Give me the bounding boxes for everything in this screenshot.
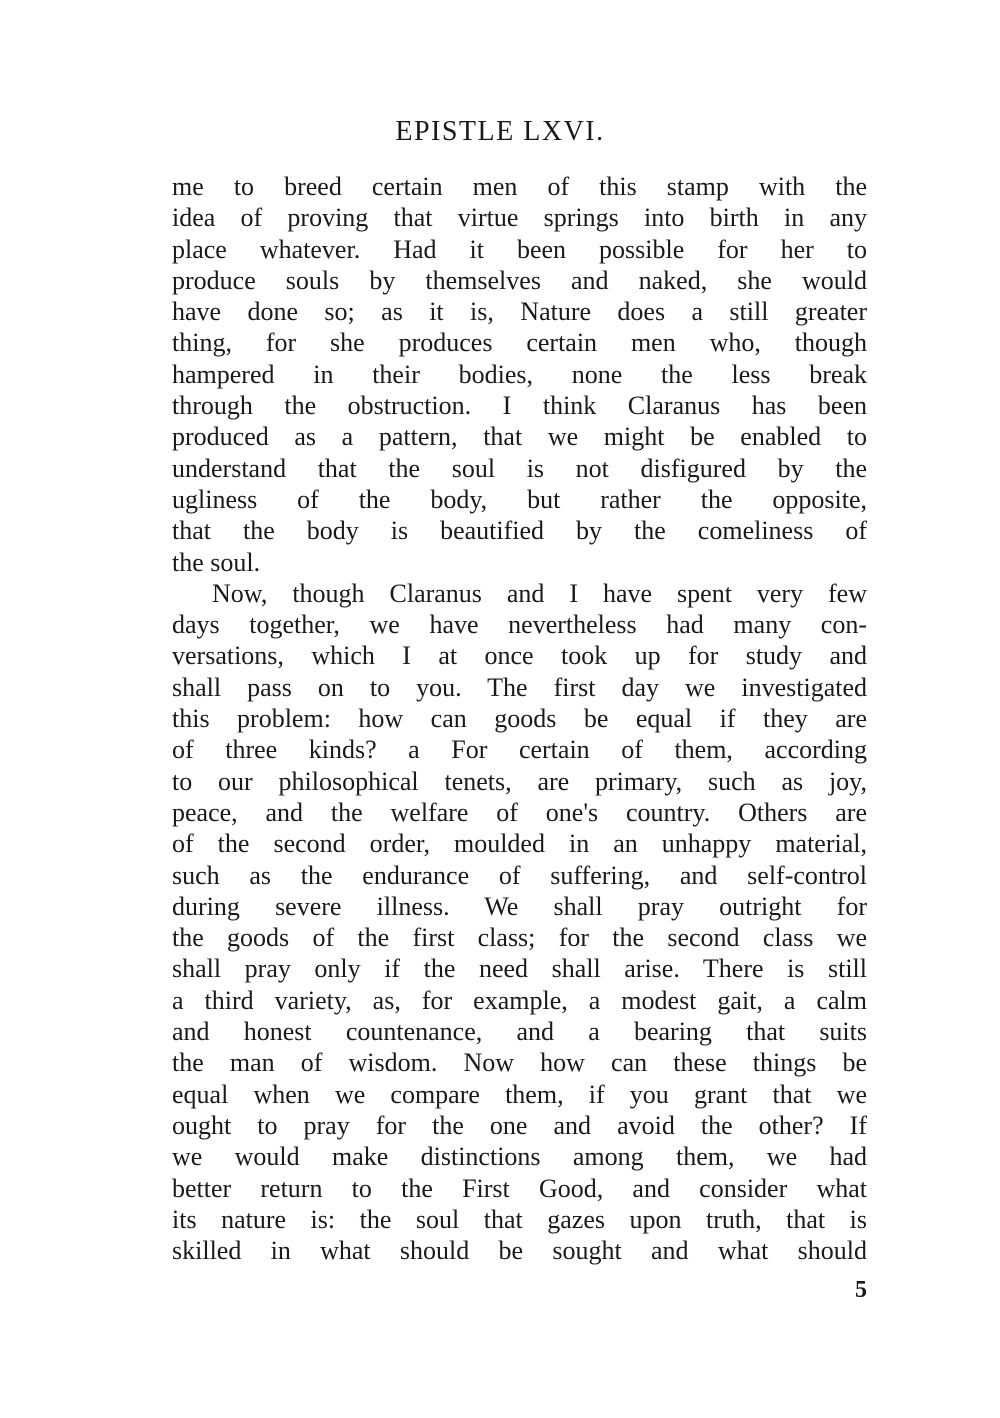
text-line: thing, for she produces certain men who, though xyxy=(172,328,867,358)
text-line: versations, which I at once took up for study and xyxy=(172,641,867,671)
text-line: of the second order, moulded in an unhappy material, xyxy=(172,829,867,859)
text-line: such as the endurance of suffering, and self-control xyxy=(172,860,867,890)
text-line: idea of proving that virtue springs into birth in any xyxy=(172,203,867,233)
text-line: during severe illness. We shall pray outright for xyxy=(172,891,867,921)
text-line: ugliness of the body, but rather the opposite, xyxy=(172,484,867,514)
text-line: the man of wisdom. Now how can these things be xyxy=(172,1048,867,1078)
text-line: shall pray only if the need shall arise. There is still xyxy=(172,954,867,984)
text-line: produced as a pattern, that we might be enabled to xyxy=(172,422,867,452)
running-title: EPISTLE LXVI. xyxy=(395,116,605,147)
text-line: produce souls by themselves and naked, she would xyxy=(172,265,867,295)
text-line: its nature is: the soul that gazes upon truth, that is xyxy=(172,1204,867,1234)
text-line: shall pass on to you. The first day we investigated xyxy=(172,672,867,702)
text-line: days together, we have nevertheless had many con- xyxy=(172,610,867,640)
text-line: to our philosophical tenets, are primary, such as joy, xyxy=(172,766,867,796)
text-line: the goods of the first class; for the second class we xyxy=(172,923,867,953)
text-line: equal when we compare them, if you grant that we xyxy=(172,1079,867,1109)
text-line: we would make distinctions among them, we had xyxy=(172,1142,867,1172)
text-line: that the body is beautified by the comeliness of xyxy=(172,516,867,546)
text-line: me to breed certain men of this stamp with the xyxy=(172,172,867,201)
paragraph-continuation xyxy=(172,171,867,578)
text-line: skilled in what should be sought and what should xyxy=(172,1236,867,1266)
text-line: Now, though Claranus and I have spent very few xyxy=(212,578,867,608)
text-line: the soul. xyxy=(172,547,261,577)
text-line: better return to the First Good, and consider what xyxy=(172,1173,867,1203)
paragraph-now-though-claranus xyxy=(172,578,867,1267)
text-line: a third variety, as, for example, a modest gait, a calm xyxy=(172,985,867,1015)
text-line: ought to pray for the one and avoid the other? If xyxy=(172,1110,867,1140)
text-line: understand that the soul is not disfigured by the xyxy=(172,453,867,483)
text-line: hampered in their bodies, none the less break xyxy=(172,359,867,389)
text-line: peace, and the welfare of one's country. Others are xyxy=(172,797,867,827)
text-line: have done so; as it is, Nature does a still greater xyxy=(172,297,867,327)
text-line: place whatever. Had it been possible for her to xyxy=(172,234,867,264)
text-line: this problem: how can goods be equal if they are xyxy=(172,704,867,734)
text-line: through the obstruction. I think Claranus has been xyxy=(172,391,867,421)
text-line: and honest countenance, and a bearing that suits xyxy=(172,1017,867,1047)
body-text xyxy=(172,171,867,1266)
page-number: 5 xyxy=(855,1277,867,1303)
text-line: of three kinds? a For certain of them, according xyxy=(172,735,867,765)
